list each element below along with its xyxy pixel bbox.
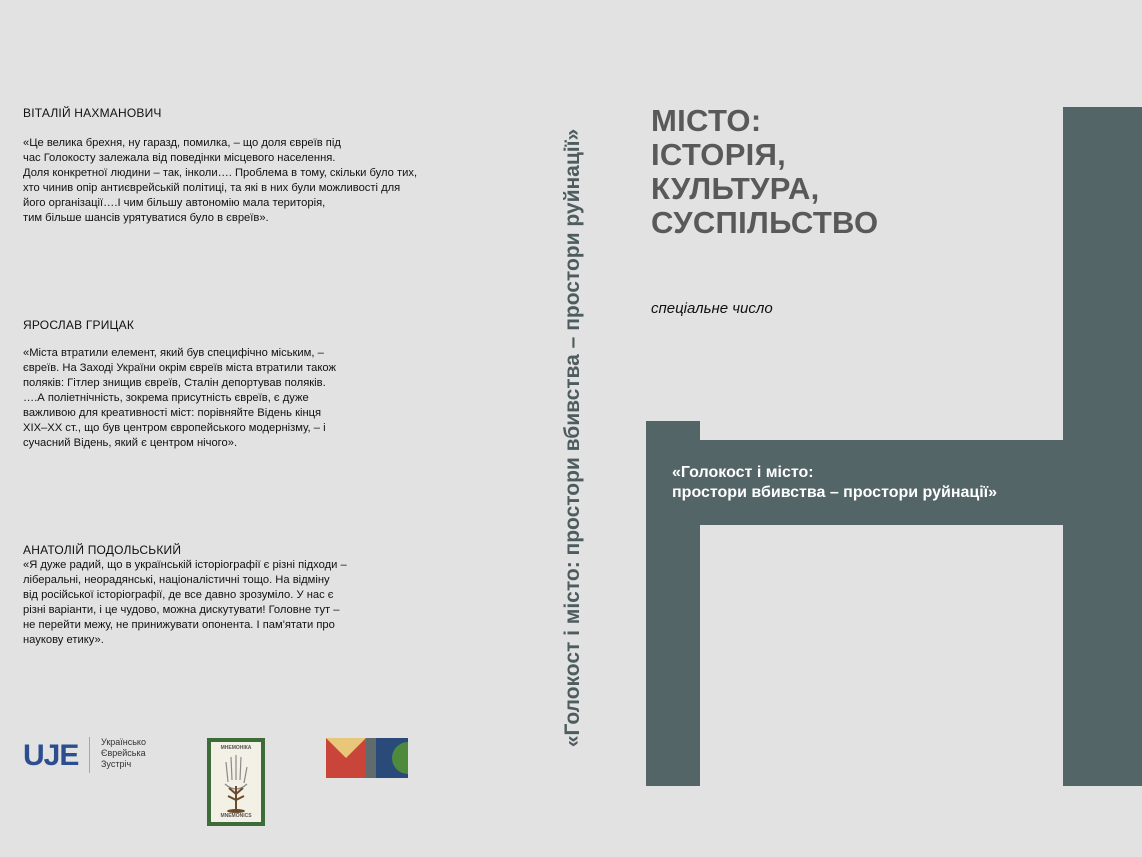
quote-author-1: ВІТАЛІЙ НАХМАНОВИЧ xyxy=(23,106,162,120)
mnemonika-logo-bottom-text: MNEMONICS xyxy=(220,813,252,819)
hand-tree-icon xyxy=(211,742,261,822)
mnemonika-logo-top-text: МНЕМОНІКА xyxy=(220,745,252,751)
spine-title: «Голокост і місто: простори вбивства – простори руйнації» xyxy=(561,128,584,747)
uje-logo xyxy=(23,737,173,777)
uje-logo-letters: UJE xyxy=(23,739,79,772)
mnemonika-logo xyxy=(207,738,265,826)
front-theme-title: «Голокост і місто: простори вбивства – простори руйнації» xyxy=(672,464,998,501)
quote-text-2: «Міста втратили елемент, який був специфічно міським, – євреїв. На Заході України окрім євреїв міста втратили також поляків: Гітлер знищив євреїв, Сталін депортував поляків. ….А поліетнічність, зокрема присутність євреїв, є дуже важливою для креативності міст: порівняйте Відень кінця XIX–XX ст., що був центром європейського модернізму, – і сучасний Відень, який є центром нічого». xyxy=(23,347,336,449)
quote-text-1: «Це велика брехня, ну гаразд, помилка, – що доля євреїв під час Голокосту залежала від поведінки місцевого населення. Доля конкретної людини – так, інколи…. Проблема в тому, скільки було тих, хто чинив опір антиєврейській політиці, та які в них були можливості для його організації….І чим більшу автономію мала територія, тим більше шансів урятуватися було в євреїв». xyxy=(23,137,418,224)
uje-logo-divider xyxy=(89,737,90,773)
quote-author-2: ЯРОСЛАВ ГРИЦАК xyxy=(23,318,135,332)
front-title: МІСТО: ІСТОРІЯ, КУЛЬТУРА, СУСПІЛЬСТВО xyxy=(651,103,879,240)
quote-author-3: АНАТОЛІЙ ПОДОЛЬСЬКИЙ xyxy=(23,543,182,557)
quote-text-3: «Я дуже радий, що в українській історіографії є різні підходи – ліберальні, неорадянські, націоналістичні тощо. На відміну від російської історіографії, де все давно зрозуміло. У нас є різні варіанти, і це чудово, можна дискутувати! Головне тут – не перейти межу, не принижувати опонента. І пам'ятати про наукову етику». xyxy=(23,559,347,646)
front-subtitle: спеціальне число xyxy=(651,300,773,317)
uje-logo-text: Українсько Єврейська Зустріч xyxy=(101,737,146,769)
partner-blocks-logo xyxy=(326,738,408,778)
back-cover xyxy=(0,0,520,857)
book-spine xyxy=(555,95,591,780)
